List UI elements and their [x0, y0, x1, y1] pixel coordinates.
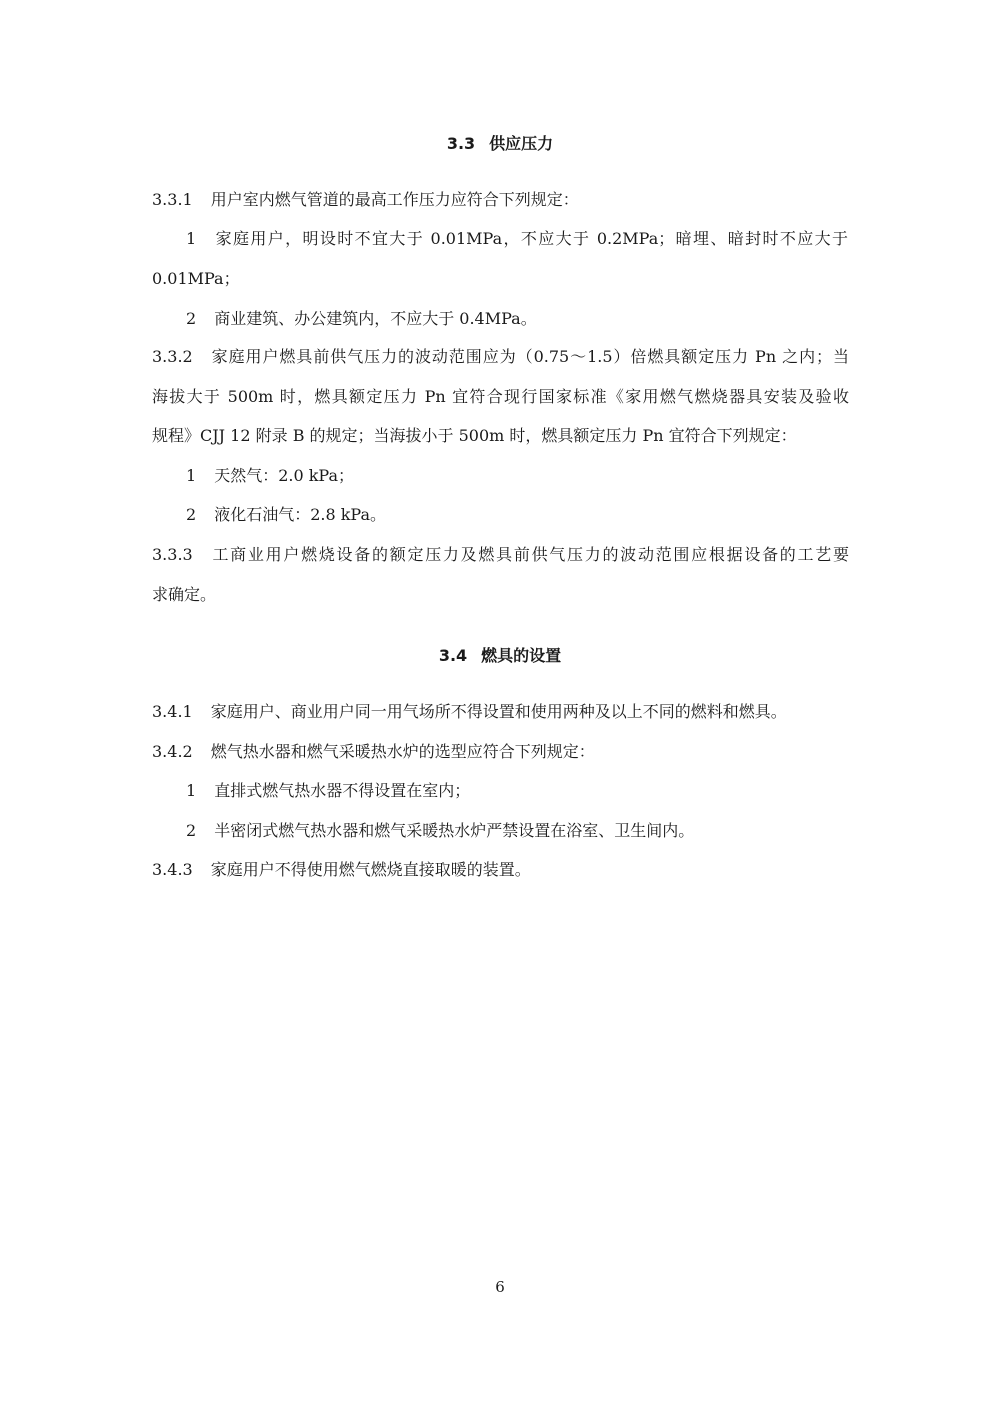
item-text: 天然气：2.0 kPa；	[214, 466, 355, 485]
item-number: 2	[186, 821, 197, 840]
clause-text: 家庭用户、商业用户同一用气场所不得设置和使用两种及以上不同的燃料和燃具。	[210, 702, 787, 721]
clause-text-line: 海拔大于 500m 时，燃具额定压力 Pn 宜符合现行国家标准《家用燃气燃烧器具安装及验收	[152, 387, 849, 406]
page-number: 6	[495, 1278, 505, 1296]
item-number: 1	[186, 229, 197, 248]
list-item-3-3-1-1	[186, 229, 848, 249]
clause-text: 家庭用户不得使用燃气燃烧直接取暖的装置。	[210, 860, 531, 879]
list-item-continuation: 0.01MPa；	[152, 269, 240, 288]
section-title: 供应压力	[489, 134, 554, 153]
item-text: 直排式燃气热水器不得设置在室内；	[214, 781, 471, 800]
clause-number: 3.4.3	[152, 860, 193, 879]
list-item-3-3-2-1	[186, 466, 354, 486]
section-heading-3-4	[0, 643, 1000, 666]
section-title: 燃具的设置	[481, 646, 562, 665]
clause-3-4-1	[152, 702, 787, 722]
item-text: 家庭用户，明设时不宜大于 0.01MPa，不应大于 0.2MPa；暗埋、暗封时不应大于	[214, 229, 848, 248]
clause-text: 燃气热水器和燃气采暖热水炉的选型应符合下列规定：	[210, 742, 595, 761]
clause-3-4-2	[152, 742, 595, 762]
list-item-3-3-2-2	[186, 505, 386, 525]
section-number: 3.3	[446, 134, 476, 153]
clause-text-line: 规程》CJJ 12 附录 B 的规定；当海拔小于 500m 时，燃具额定压力 Pn 宜符合下列规定：	[152, 426, 797, 445]
clause-3-3-1	[152, 190, 579, 210]
clause-text: 工商业用户燃烧设备的额定压力及燃具前供气压力的波动范围应根据设备的工艺要	[210, 545, 849, 564]
item-number: 2	[186, 309, 197, 328]
clause-number: 3.4.1	[152, 702, 193, 721]
clause-number: 3.3.2	[152, 347, 193, 366]
clause-number: 3.3.3	[152, 545, 193, 564]
item-number: 2	[186, 505, 197, 524]
list-item-3-4-2-2	[186, 821, 694, 841]
list-item-3-4-2-1	[186, 781, 470, 801]
section-heading-3-3	[0, 131, 1000, 154]
section-number: 3.4	[438, 646, 468, 665]
item-number: 1	[186, 781, 197, 800]
clause-3-4-3	[152, 860, 531, 880]
clause-3-3-3	[152, 545, 849, 565]
item-text: 商业建筑、办公建筑内，不应大于 0.4MPa。	[214, 309, 537, 328]
item-number: 1	[186, 466, 197, 485]
item-text: 半密闭式燃气热水器和燃气采暖热水炉严禁设置在浴室、卫生间内。	[214, 821, 695, 840]
clause-text: 家庭用户燃具前供气压力的波动范围应为（0.75～1.5）倍燃具额定压力 Pn 之内；当	[210, 347, 849, 366]
clause-text-line: 求确定。	[152, 585, 217, 604]
clause-3-3-2	[152, 347, 849, 367]
item-text: 液化石油气：2.8 kPa。	[214, 505, 387, 524]
clause-text: 用户室内燃气管道的最高工作压力应符合下列规定：	[210, 190, 579, 209]
clause-number: 3.3.1	[152, 190, 193, 209]
list-item-3-3-1-2	[186, 309, 537, 329]
clause-number: 3.4.2	[152, 742, 193, 761]
